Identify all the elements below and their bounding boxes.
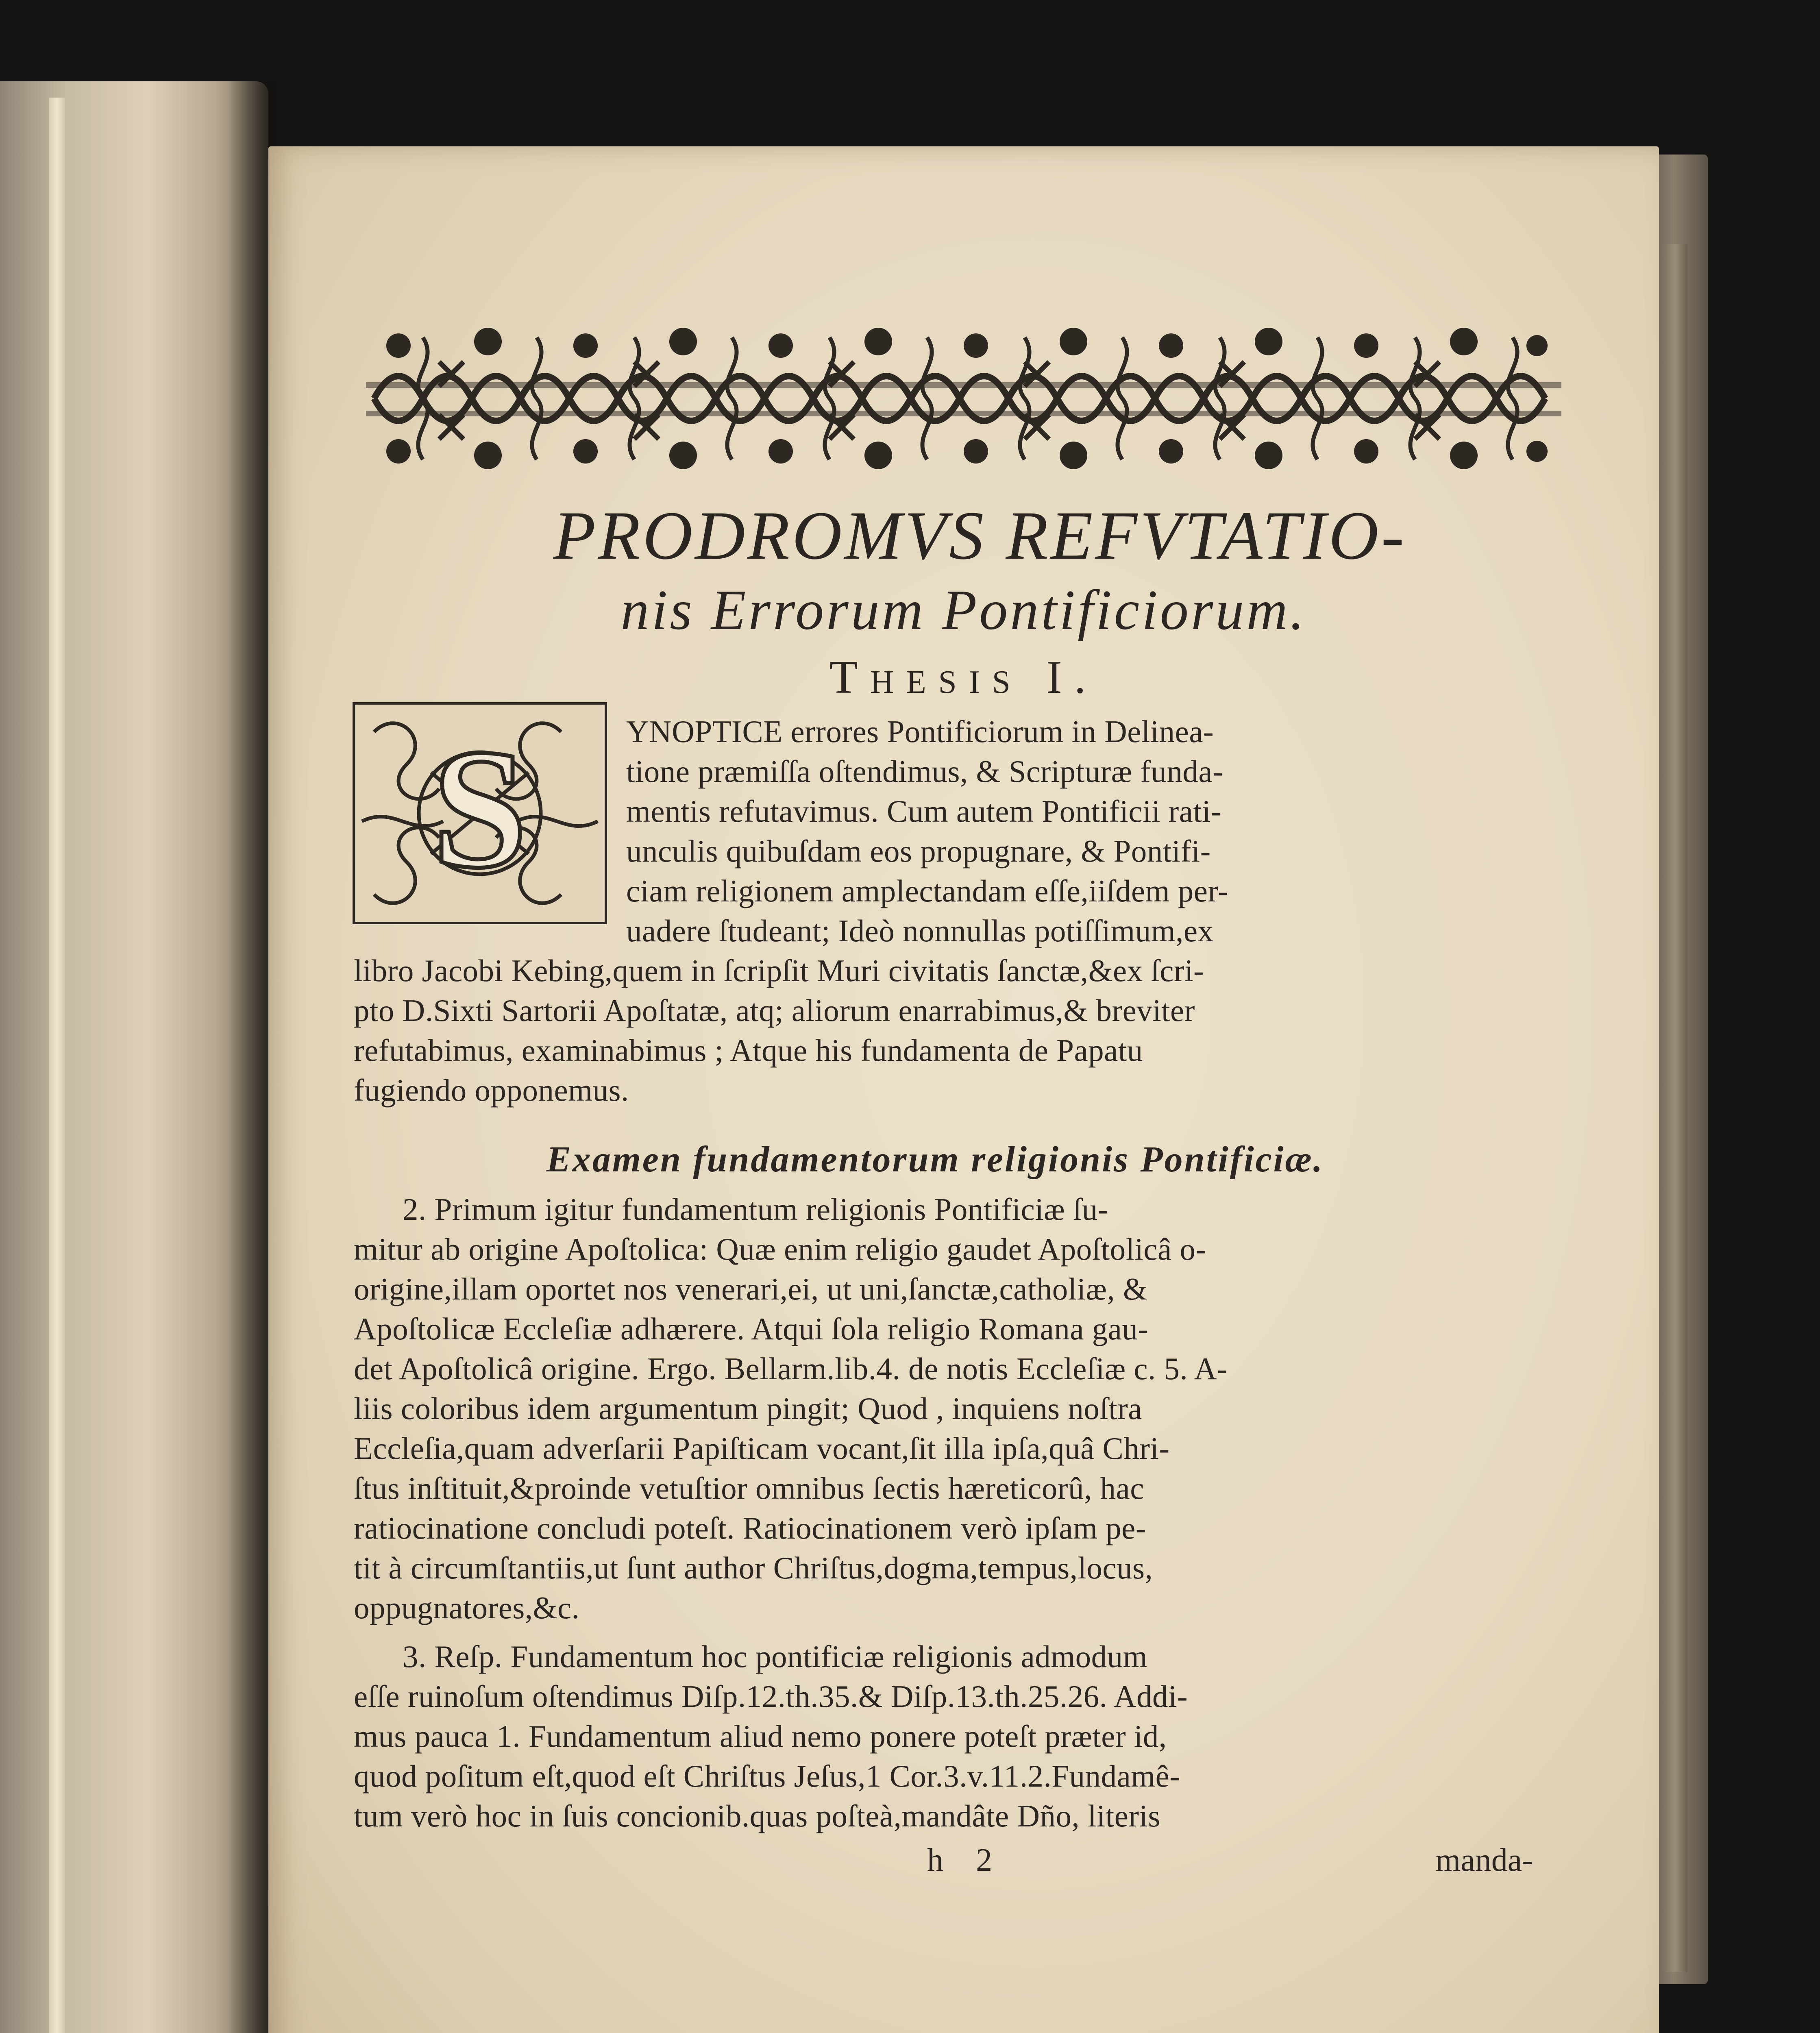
dropcap-ornament-icon xyxy=(350,699,610,927)
para1-line-8: pto D.Sixti Sartorii Apoſtatæ, atq; aliorum enarrabimus,& breviter xyxy=(354,993,1195,1028)
para2-line-3: origine,illam oportet nos venerari,ei, ut uni,ſanctæ,catholiæ, & xyxy=(354,1271,1148,1306)
para1-line-6: uadere ſtudeant; Ideò nonnullas potiſſimum,ex xyxy=(626,913,1214,948)
thesis-heading: Thesis I. xyxy=(829,651,1098,703)
page-fold-highlight xyxy=(49,98,65,2033)
para1-line-10: fugiendo opponemus. xyxy=(354,1073,629,1108)
para2-line-1: 2. Primum igitur fundamentum religionis Pontificiæ ſu- xyxy=(403,1192,1108,1227)
para1-line-2: tione præmiſſa oſtendimus, & Scripturæ funda- xyxy=(626,754,1223,789)
para3-line-4: quod poſitum eſt,quod eſt Chriſtus Jeſus,1 Cor.3.v.11.2.Fundamê- xyxy=(354,1759,1180,1794)
para3-line-2: eſſe ruinoſum oſtendimus Diſp.12.th.35.& Diſp.13.th.25.26. Addi- xyxy=(354,1679,1188,1714)
para1-line-3: mentis refutavimus. Cum autem Pontificii rati- xyxy=(626,794,1222,829)
para1-line-1: YNOPTICE errores Pontificiorum in Delinea- xyxy=(626,714,1214,749)
book-board-edge-inner xyxy=(1663,244,1687,1972)
catchword: manda- xyxy=(1435,1842,1533,1878)
para2-line-11: oppugnatores,&c. xyxy=(354,1590,580,1625)
para2-line-5: det Apoſtolicâ origine. Ergo. Bellarm.lib.4. de notis Eccleſiæ c. 5. A- xyxy=(354,1351,1228,1386)
para2-line-2: mitur ab origine Apoſtolica: Quæ enim religio gaudet Apoſtolicâ o- xyxy=(354,1232,1206,1267)
title-line-2: nis Errorum Pontificiorum. xyxy=(620,579,1307,642)
title-line-1: PRODROMVS REFVTATIO- xyxy=(553,497,1407,574)
para2-line-4: Apoſtolicæ Eccleſiæ adhærere. Atqui ſola religio Romana gau- xyxy=(354,1311,1149,1346)
book-page xyxy=(268,146,1659,2033)
para3-line-5: tum verò hoc in ſuis concionib.quas poſteà,mandâte Dño, literis xyxy=(354,1798,1160,1833)
para1-line-4: unculis quibuſdam eos propugnare, & Pontifi- xyxy=(626,834,1211,868)
para1-line-5: ciam religionem amplectandam eſſe,iiſdem per- xyxy=(626,873,1229,908)
para2-line-6: liis coloribus idem argumentum pingit; Quod , inquiens noſtra xyxy=(354,1391,1142,1426)
section-heading: Examen fundamentorum religionis Pontificiæ. xyxy=(546,1139,1324,1180)
para2-line-9: ratiocinatione concludi poteſt. Ratiocinationem verò ipſam pe- xyxy=(354,1511,1146,1545)
dropcap-letter: S xyxy=(432,714,527,903)
para2-line-7: Eccleſia,quam adverſarii Papiſticam vocant,ſit illa ipſa,quâ Chri- xyxy=(354,1431,1170,1466)
para1-line-7: libro Jacobi Kebing,quem in ſcripſit Muri civitatis ſanctæ,&ex ſcri- xyxy=(354,953,1204,988)
para3-line-1: 3. Reſp. Fundamentum hoc pontificiæ religionis admodum xyxy=(403,1639,1148,1674)
para2-line-10: tit à circumſtantiis,ut ſunt author Chriſtus,dogma,tempus,locus, xyxy=(354,1550,1153,1585)
signature-mark: h 2 xyxy=(927,1842,1004,1878)
para2-line-8: ſtus inſtituit,&proinde vetuſtior omnibus ſectis hæreticorû, hac xyxy=(354,1471,1144,1506)
para3-line-3: mus pauca 1. Fundamentum aliud nemo ponere poteſt præter id, xyxy=(354,1719,1167,1754)
header-ornament-icon xyxy=(366,321,1561,476)
para1-line-9: refutabimus, examinabimus ; Atque his fundamenta de Papatu xyxy=(354,1033,1143,1068)
